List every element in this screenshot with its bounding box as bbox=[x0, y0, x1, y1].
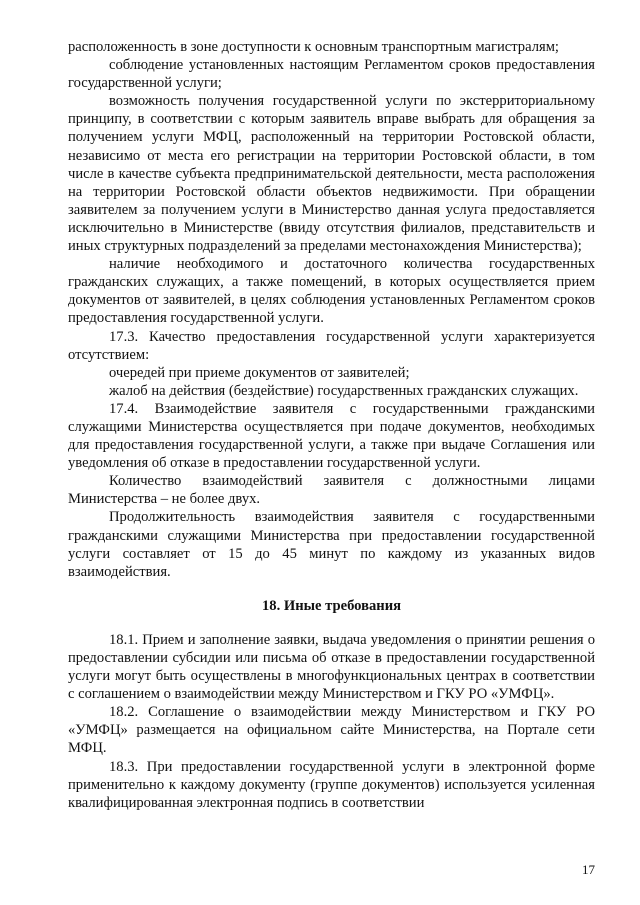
paragraph: 18.3. При предоставлении государственной услуги в электронной форме применительно к каждому документу (группе документов) используется усиленная квалифицированная электронная подпись в соответствии bbox=[68, 758, 595, 811]
paragraph: 18.1. Прием и заполнение заявки, выдача уведомления о принятии решения о предоставлении субсидии или письма об отказе в предоставлении государственной услуги могут быть осуществлены в многофункциональных центрах в соответствии с соглашением о взаимодействии между Министерством и ГКУ РО «УМФЦ». bbox=[68, 631, 595, 703]
page-number: 17 bbox=[582, 862, 595, 877]
paragraph: Количество взаимодействий заявителя с должностными лицами Министерства – не более двух. bbox=[68, 473, 595, 508]
paragraph: жалоб на действия (бездействие) государственных гражданских служащих. bbox=[109, 382, 579, 399]
section-heading: 18. Иные требования bbox=[261, 597, 402, 614]
paragraph: наличие необходимого и достаточного количества государственных гражданских служащих, а также помещений, в которых осуществляется прием документов от заявителей, в целях соблюдения установленных Регламентом сроков предоставления государственной услуги. bbox=[68, 256, 595, 327]
paragraph: 17.3. Качество предоставления государственной услуги характеризуется отсутствием: bbox=[68, 328, 595, 363]
paragraph: 18.2. Соглашение о взаимодействии между Министерством и ГКУ РО «УМФЦ» размещается на официальном сайте Министерства, на Портале сети МФЦ. bbox=[68, 704, 595, 757]
paragraph: возможность получения государственной услуги по экстерриториальному принципу, в соответствии с которым заявитель вправе выбрать для обращения за получением услуги МФЦ, расположенный на территории Ростовской области, независимо от места его регистрации на территории Ростовской области, в том числе в качестве субъекта предпринимательской деятельности, места расположения на территории Ростовской области объектов недвижимости. При обращении заявителем за получением услуги в Министерство данная услуга предоставляется исключительно в Министерстве (ввиду отсутствия филиалов, представительств и иных структурных подразделений за пределами местонахождения Министерства); bbox=[68, 93, 595, 255]
paragraph: очередей при приеме документов от заявителей; bbox=[109, 364, 410, 381]
paragraph: 17.4. Взаимодействие заявителя с государственными гражданскими служащими Министерства осуществляется при подаче документов, необходимых для предоставления государственной услуги, а также при выдаче Соглашения или уведомления об отказе в предоставлении государственной услуги. bbox=[68, 400, 595, 472]
paragraph: Продолжительность взаимодействия заявителя с государственными гражданскими служащими Министерства при предоставлении государственной услуги составляет от 15 до 45 минут по каждому из указанных видов взаимодействия. bbox=[68, 509, 595, 580]
paragraph: расположенность в зоне доступности к основным транспортным магистралям; bbox=[68, 39, 559, 55]
paragraph: соблюдение установленных настоящим Регламентом сроков предоставления государственной услуги; bbox=[68, 57, 595, 92]
document-body bbox=[68, 38, 595, 812]
